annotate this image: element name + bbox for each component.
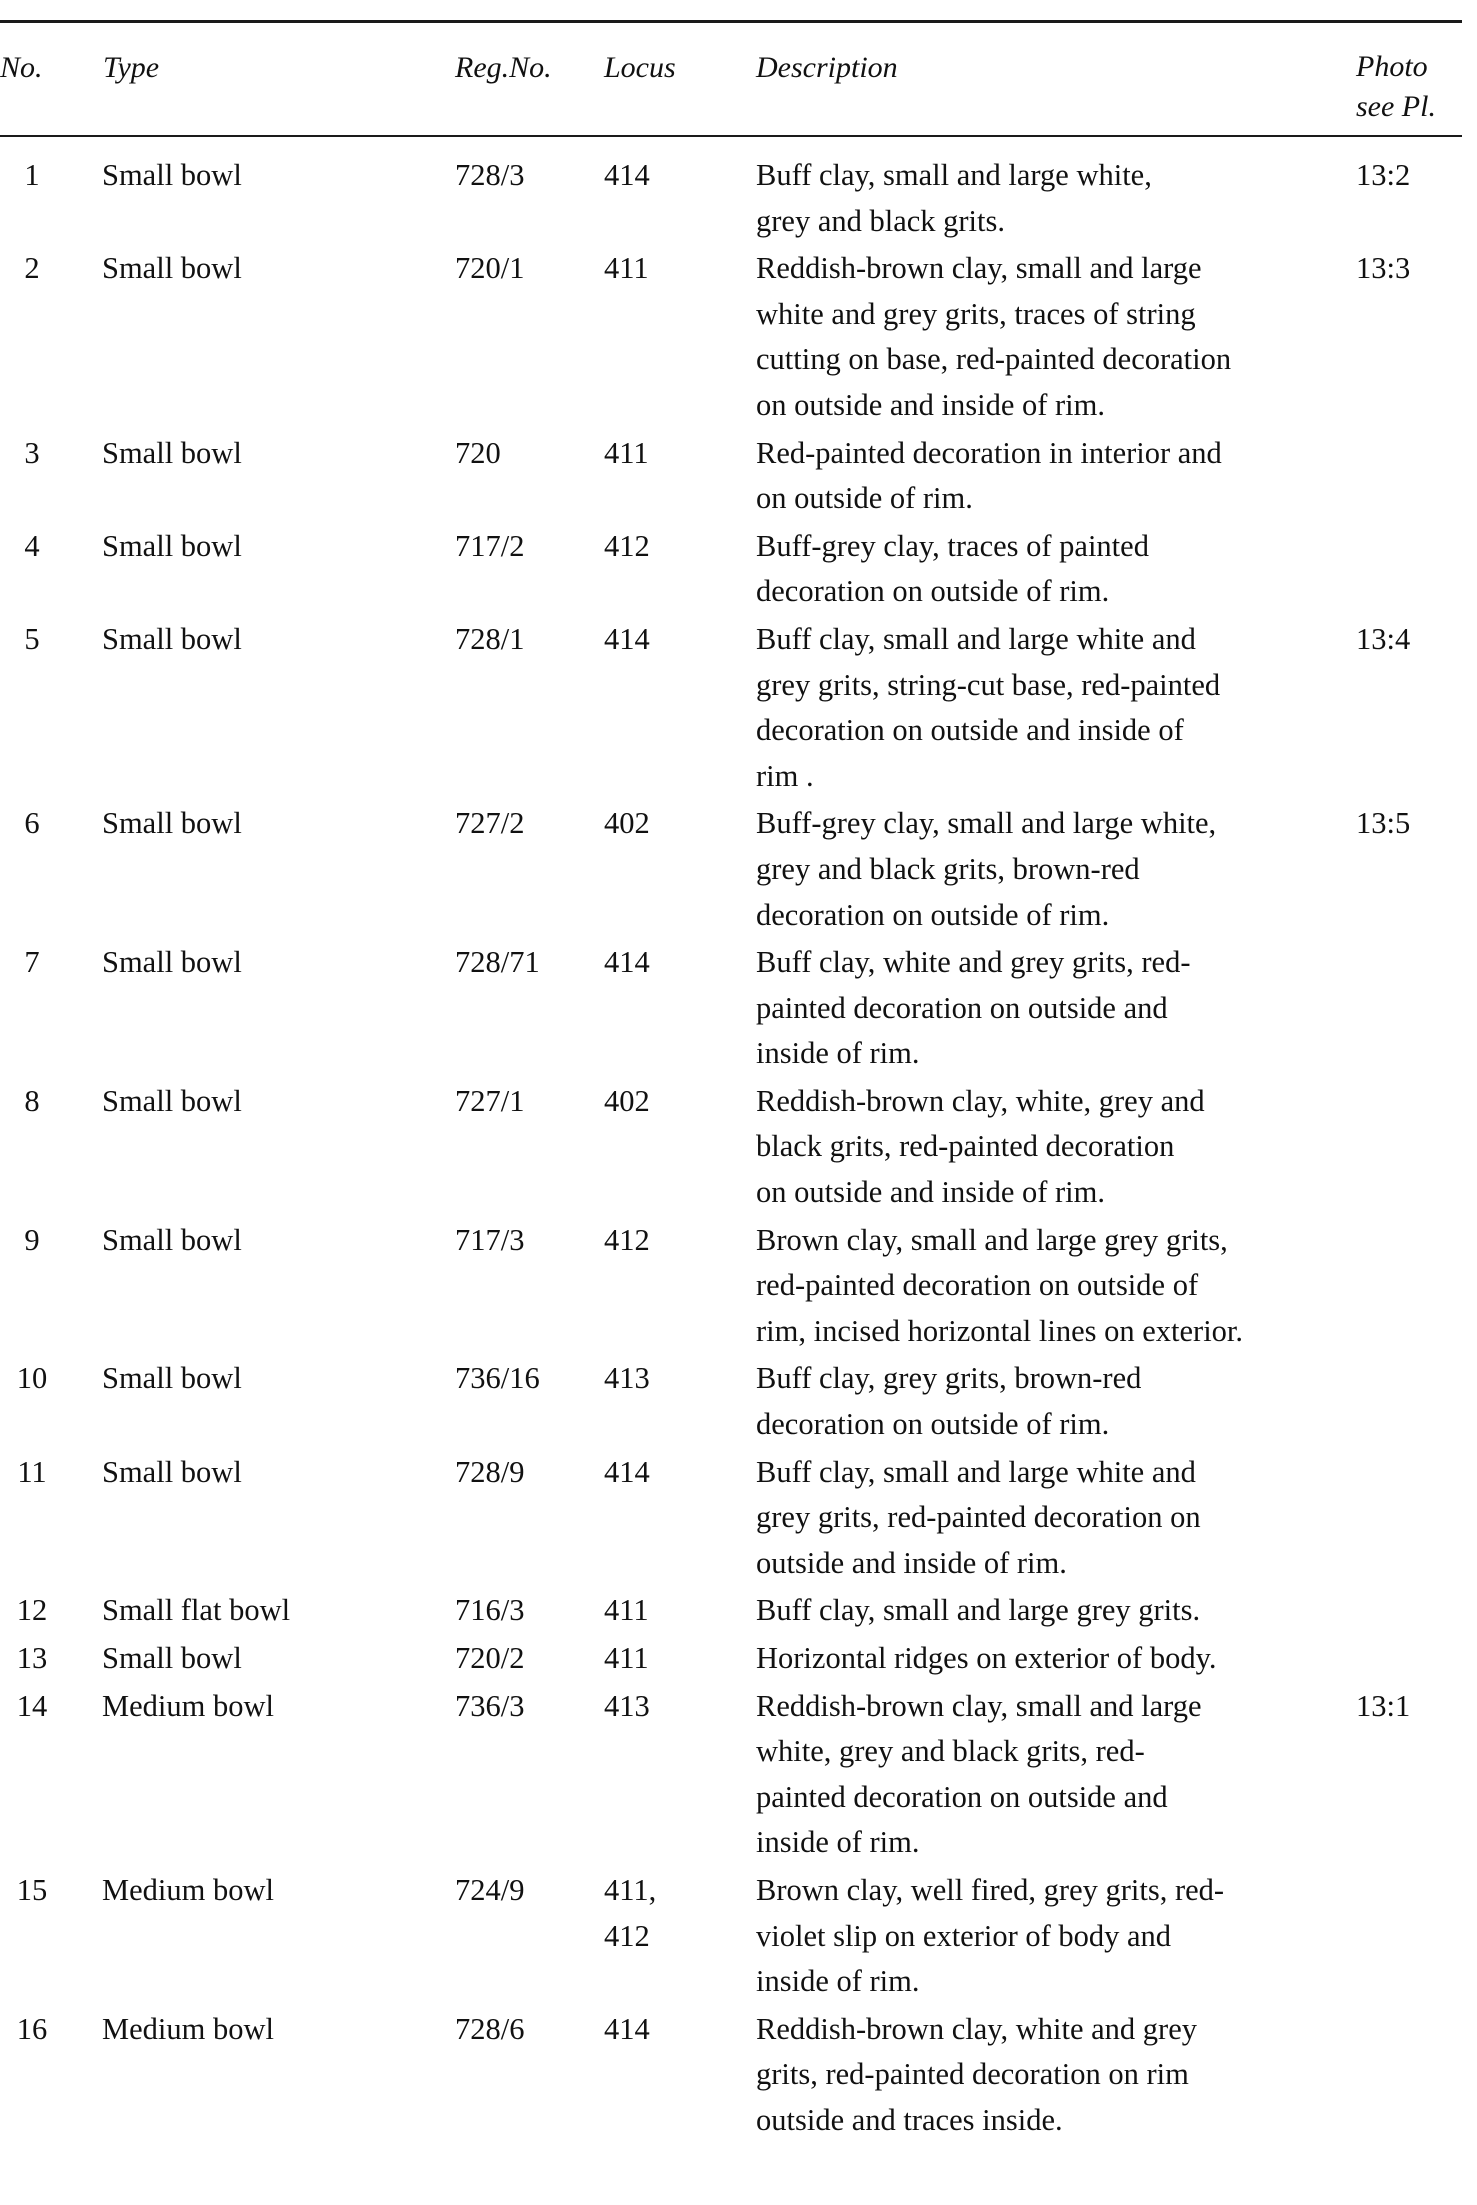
cell-no: 10 [16,1361,48,1396]
table-row [0,153,1462,246]
cell-description: Reddish-brown clay, white, grey and black grits, red-painted decoration on outside and inside of rim. [756,1083,1205,1210]
cell-type: Medium bowl [102,2011,274,2046]
cell-type: Small bowl [102,435,242,470]
cell-locus: 411, 412 [604,1872,657,1953]
table-row [0,524,1462,617]
table-row [0,1684,1462,1868]
table-row [0,801,1462,940]
cell-type: Small bowl [102,1222,242,1257]
table-row [0,1450,1462,1589]
cell-no: 5 [24,621,40,656]
cell-no: 14 [16,1688,48,1723]
table-row [0,1079,1462,1218]
cell-description: Buff-grey clay, traces of painted decoration on outside of rim. [756,528,1149,609]
cell-reg-no: 728/1 [455,621,525,656]
cell-locus: 402 [604,1083,650,1118]
cell-description: Buff clay, white and grey grits, red- painted decoration on outside and inside of rim. [756,945,1191,1071]
cell-reg-no: 736/16 [455,1361,540,1396]
cell-locus: 411 [604,1593,649,1628]
cell-description: Buff clay, small and large grey grits. [756,1593,1201,1628]
cell-reg-no: 717/3 [455,1222,525,1257]
table-body [0,137,1462,2146]
table-row [0,940,1462,1079]
cell-locus: 414 [604,621,650,656]
cell-type: Small bowl [102,1083,242,1118]
cell-locus: 413 [604,1361,650,1396]
cell-no: 1 [24,158,40,192]
table-row [0,1218,1462,1357]
cell-reg-no: 720/2 [455,1641,525,1675]
cell-reg-no: 720/1 [455,251,525,286]
cell-locus: 411 [604,435,649,470]
cell-type: Small flat bowl [102,1593,291,1628]
table-row [0,1868,1462,2007]
cell-locus: 412 [604,1222,650,1257]
cell-description: Buff clay, small and large white and grey grits, red-painted decoration on outside and inside of rim. [756,1454,1201,1580]
cell-type: Small bowl [102,621,242,656]
cell-locus: 411 [604,1641,649,1675]
cell-description: Red-painted decoration in interior and on outside of rim. [756,435,1222,516]
cell-description: Buff clay, grey grits, brown-red decoration on outside of rim. [756,1361,1142,1442]
cell-reg-no: 728/9 [455,1454,525,1489]
cell-description: Reddish-brown clay, small and large white and grey grits, traces of string cutting on base, red-painted decoration on outside and inside of rim. [756,251,1232,422]
cell-description: Reddish-brown clay, white and grey grits, red-painted decoration on rim outside and traces inside. [756,2011,1197,2137]
cell-no: 7 [24,945,40,980]
cell-type: Small bowl [102,528,242,563]
cell-reg-no: 728/71 [455,945,540,980]
header-description: Description [756,51,898,84]
cell-reg-no: 736/3 [455,1688,525,1723]
header-type: Type [103,51,160,84]
table-row [0,2007,1462,2146]
table-row [0,617,1462,801]
cell-type: Small bowl [102,806,242,841]
cell-locus: 414 [604,2011,650,2046]
table-header-row [0,23,1462,135]
cell-locus: 412 [604,528,650,563]
cell-reg-no: 724/9 [455,1872,525,1907]
header-no: No. [0,51,43,84]
cell-type: Medium bowl [102,1688,274,1723]
cell-no: 9 [24,1222,40,1257]
cell-no: 4 [24,528,40,563]
cell-locus: 414 [604,1454,650,1489]
cell-locus: 414 [604,945,650,980]
cell-locus: 411 [604,251,649,286]
cell-locus: 402 [604,806,650,841]
table-row [0,1588,1462,1636]
cell-reg-no: 727/2 [455,806,525,841]
cell-no: 8 [24,1083,40,1118]
cell-description: Horizontal ridges on exterior of body. [756,1641,1217,1675]
cell-type: Small bowl [102,945,242,980]
cell-reg-no: 727/1 [455,1083,525,1118]
cell-reg-no: 717/2 [455,528,525,563]
header-reg-no: Reg.No. [455,51,552,84]
header-locus: Locus [604,51,676,84]
cell-no: 15 [16,1872,48,1907]
cell-no: 11 [17,1454,47,1489]
cell-no: 13 [16,1641,48,1675]
cell-type: Small bowl [102,1454,242,1489]
cell-reg-no: 720 [455,435,501,470]
cell-description: Buff clay, small and large white and grey grits, string-cut base, red-painted decoration on outside and inside of rim . [756,621,1221,793]
cell-no: 2 [24,251,40,286]
table-row [0,431,1462,524]
cell-photo: 13:4 [1356,621,1411,656]
cell-description: Buff clay, small and large white, grey and black grits. [756,158,1152,238]
cell-no: 16 [16,2011,48,2046]
cell-photo: 13:2 [1356,158,1411,192]
cell-locus: 414 [604,158,650,192]
cell-type: Medium bowl [102,1872,274,1907]
cell-no: 12 [16,1593,48,1628]
cell-type: Small bowl [102,251,242,286]
cell-reg-no: 728/6 [455,2011,525,2046]
cell-locus: 413 [604,1688,650,1723]
table-row [0,246,1462,430]
cell-type: Small bowl [102,158,242,192]
cell-reg-no: 728/3 [455,158,525,192]
table-row [0,1356,1462,1449]
cell-photo: 13:3 [1356,251,1411,286]
cell-description: Reddish-brown clay, small and large white, grey and black grits, red- painted decoration on outside and inside of rim. [756,1688,1202,1860]
cell-type: Small bowl [102,1641,242,1675]
cell-no: 3 [24,435,40,470]
cell-photo: 13:5 [1356,806,1411,841]
cell-no: 6 [24,806,40,841]
cell-description: Brown clay, well fired, grey grits, red- violet slip on exterior of body and inside of rim. [756,1872,1225,1999]
cell-photo: 13:1 [1356,1688,1411,1723]
cell-reg-no: 716/3 [455,1593,525,1628]
cell-type: Small bowl [102,1361,242,1396]
cell-description: Buff-grey clay, small and large white, grey and black grits, brown-red decoration on outside of rim. [756,806,1217,932]
header-photo: Photo see Pl. [1356,50,1436,123]
cell-description: Brown clay, small and large grey grits, red-painted decoration on outside of rim, incised horizontal lines on exterior. [756,1222,1244,1348]
pottery-catalogue-table [0,20,1462,2146]
table-row [0,1636,1462,1684]
